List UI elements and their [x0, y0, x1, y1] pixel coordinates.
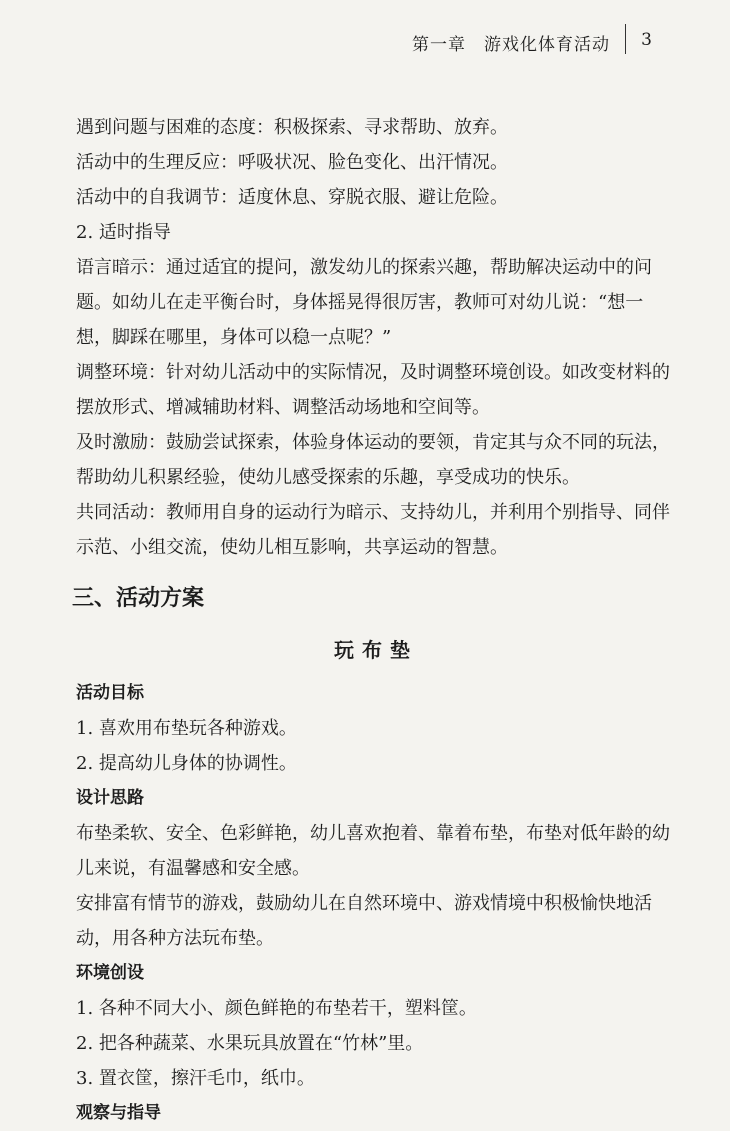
- paragraph: 活动中的生理反应：呼吸状况、脸色变化、出汗情况。: [76, 152, 508, 173]
- environment-item: 1. 各种不同大小、颜色鲜艳的布垫若干，塑料筐。: [76, 998, 477, 1019]
- page-number: 3: [641, 30, 652, 50]
- goal-item: 1. 喜欢用布垫玩各种游戏。: [76, 718, 297, 739]
- paragraph: 遇到问题与困难的态度：积极探索、寻求帮助、放弃。: [76, 117, 508, 138]
- paragraph: 活动中的自我调节：适度休息、穿脱衣服、避让危险。: [76, 187, 508, 208]
- paragraph: 安排富有情节的游戏，鼓励幼儿在自然环境中、游戏情境中积极愉快地活动，用各种方法玩布垫。: [76, 893, 652, 949]
- paragraph: 及时激励：鼓励尝试探索，体验身体运动的要领，肯定其与众不同的玩法，帮助幼儿积累经验，使幼儿感受探索的乐趣，享受成功的快乐。: [76, 432, 670, 488]
- paragraph: 布垫柔软、安全、色彩鲜艳，幼儿喜欢抱着、靠着布垫，布垫对低年龄的幼儿来说，有温馨感和安全感。: [76, 823, 670, 879]
- section-heading: 三、活动方案: [72, 586, 205, 611]
- observe-heading: 观察与指导: [76, 1103, 161, 1123]
- design-heading: 设计思路: [76, 788, 144, 808]
- chapter-header: 第一章 游戏化体育活动: [412, 35, 610, 55]
- environment-item: 2. 把各种蔬菜、水果玩具放置在“竹林”里。: [76, 1033, 424, 1054]
- paragraph: 调整环境：针对幼儿活动中的实际情况，及时调整环境创设。如改变材料的摆放形式、增减辅助材料、调整活动场地和空间等。: [76, 362, 670, 418]
- environment-heading: 环境创设: [76, 963, 144, 983]
- header-divider: [625, 24, 626, 54]
- goal-item: 2. 提高幼儿身体的协调性。: [76, 753, 297, 774]
- activity-title: 玩布垫: [334, 638, 418, 662]
- goals-heading: 活动目标: [76, 683, 144, 703]
- numbered-subheading: 2. 适时指导: [76, 222, 171, 243]
- paragraph: 共同活动：教师用自身的运动行为暗示、支持幼儿，并利用个别指导、同伴示范、小组交流，使幼儿相互影响，共享运动的智慧。: [76, 502, 670, 558]
- paragraph: 语言暗示：通过适宜的提问，激发幼儿的探索兴趣，帮助解决运动中的问题。如幼儿在走平衡台时，身体摇晃得很厉害，教师可对幼儿说：“想一想，脚踩在哪里，身体可以稳一点呢？”: [76, 257, 652, 348]
- page-body: [72, 110, 676, 1131]
- environment-item: 3. 置衣筐，擦汗毛巾，纸巾。: [76, 1068, 315, 1089]
